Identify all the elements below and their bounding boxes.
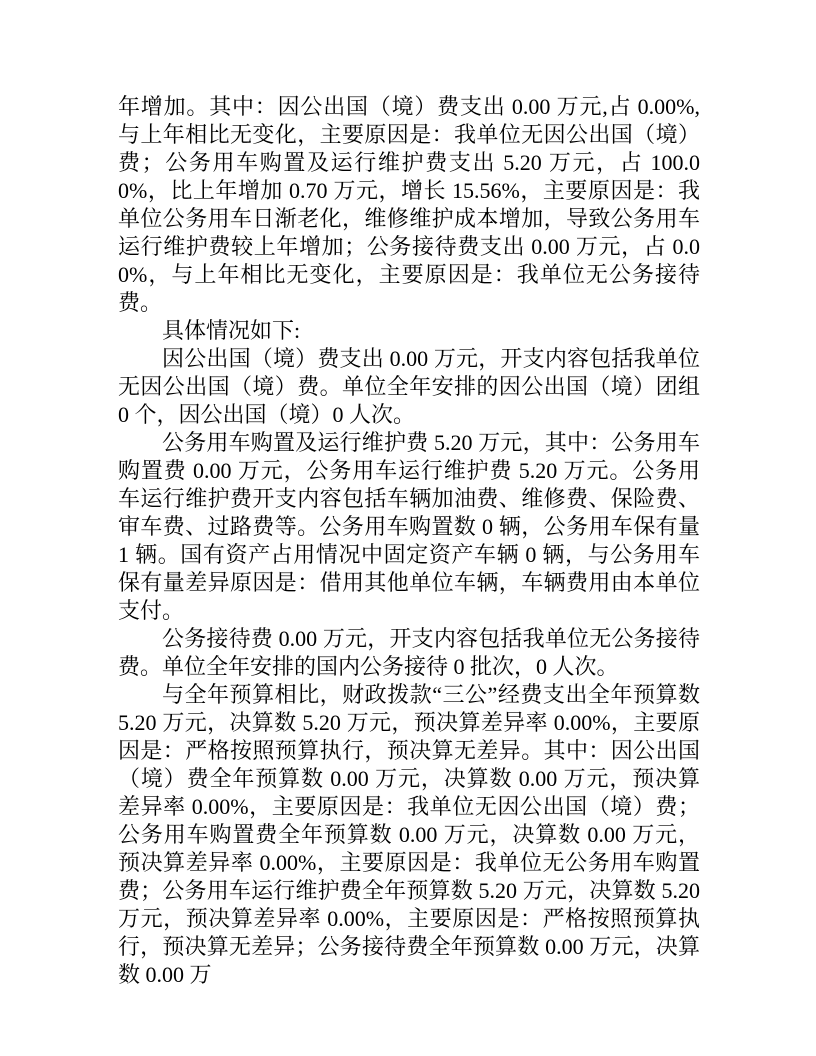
paragraph-official-reception: 公务接待费 0.00 万元，开支内容包括我单位无公务接待费。单位全年安排的国内公务接待 0 批次，0 人次。 — [118, 626, 700, 679]
paragraph-continuation-overview: 年增加。其中：因公出国（境）费支出 0.00 万元,占 0.00%,与上年相比无变化，主要原因是：我单位无因公出国（境）费；公务用车购置及运行维护费支出 5.20 万元，占 100.00%，比上年增加 0.70 万元，增长 15.56%，主要原因是：我单位公务用车日渐老化，维修维护成本增加，导致公务用车运行维护费较上年增加；公务接待费支出 0.00 万元，占 0.00%，与上年相比无变化，主要原因是：我单位无公务接待费。 — [118, 94, 700, 315]
paragraph-official-vehicles: 公务用车购置及运行维护费 5.20 万元，其中：公务用车购置费 0.00 万元，公务用车运行维护费 5.20 万元。公务用车运行维护费开支内容包括车辆加油费、维修费、保险费、审车费、过路费等。公务用车购置数 0 辆，公务用车保有量 1 辆。国有资产占用情况中固定资产车辆 0 辆，与公务用车保有量差异原因是：借用其他单位车辆，车辆费用由本单位支付。 — [118, 430, 700, 623]
paragraph-details-heading: 具体情况如下: — [162, 318, 301, 343]
paragraph-budget-comparison: 与全年预算相比，财政拨款“三公”经费支出全年预算数 5.20 万元，决算数 5.20 万元，预决算差异率 0.00%，主要原因是：严格按照预算执行，预决算无差异。其中：因公出国（境）费全年预算数 0.00 万元，决算数 0.00 万元，预决算差异率 0.00%，主要原因是：我单位无因公出国（境）费；公务用车购置费全年预算数 0.00 万元，决算数 0.00 万元，预决算差异率 0.00%，主要原因是：我单位无公务用车购置费；公务用车运行维护费全年预算数 5.20 万元，决算数 5.20 万元，预决算差异率 0.00%，主要原因是：严格按照预算执行，预决算无差异；公务接待费全年预算数 0.00 万元，决算数 0.00 万 — [118, 682, 700, 987]
document-body — [118, 93, 700, 989]
paragraph-overseas-trips: 因公出国（境）费支出 0.00 万元，开支内容包括我单位无因公出国（境）费。单位全年安排的因公出国（境）团组 0 个，因公出国（境）0 人次。 — [118, 346, 700, 427]
